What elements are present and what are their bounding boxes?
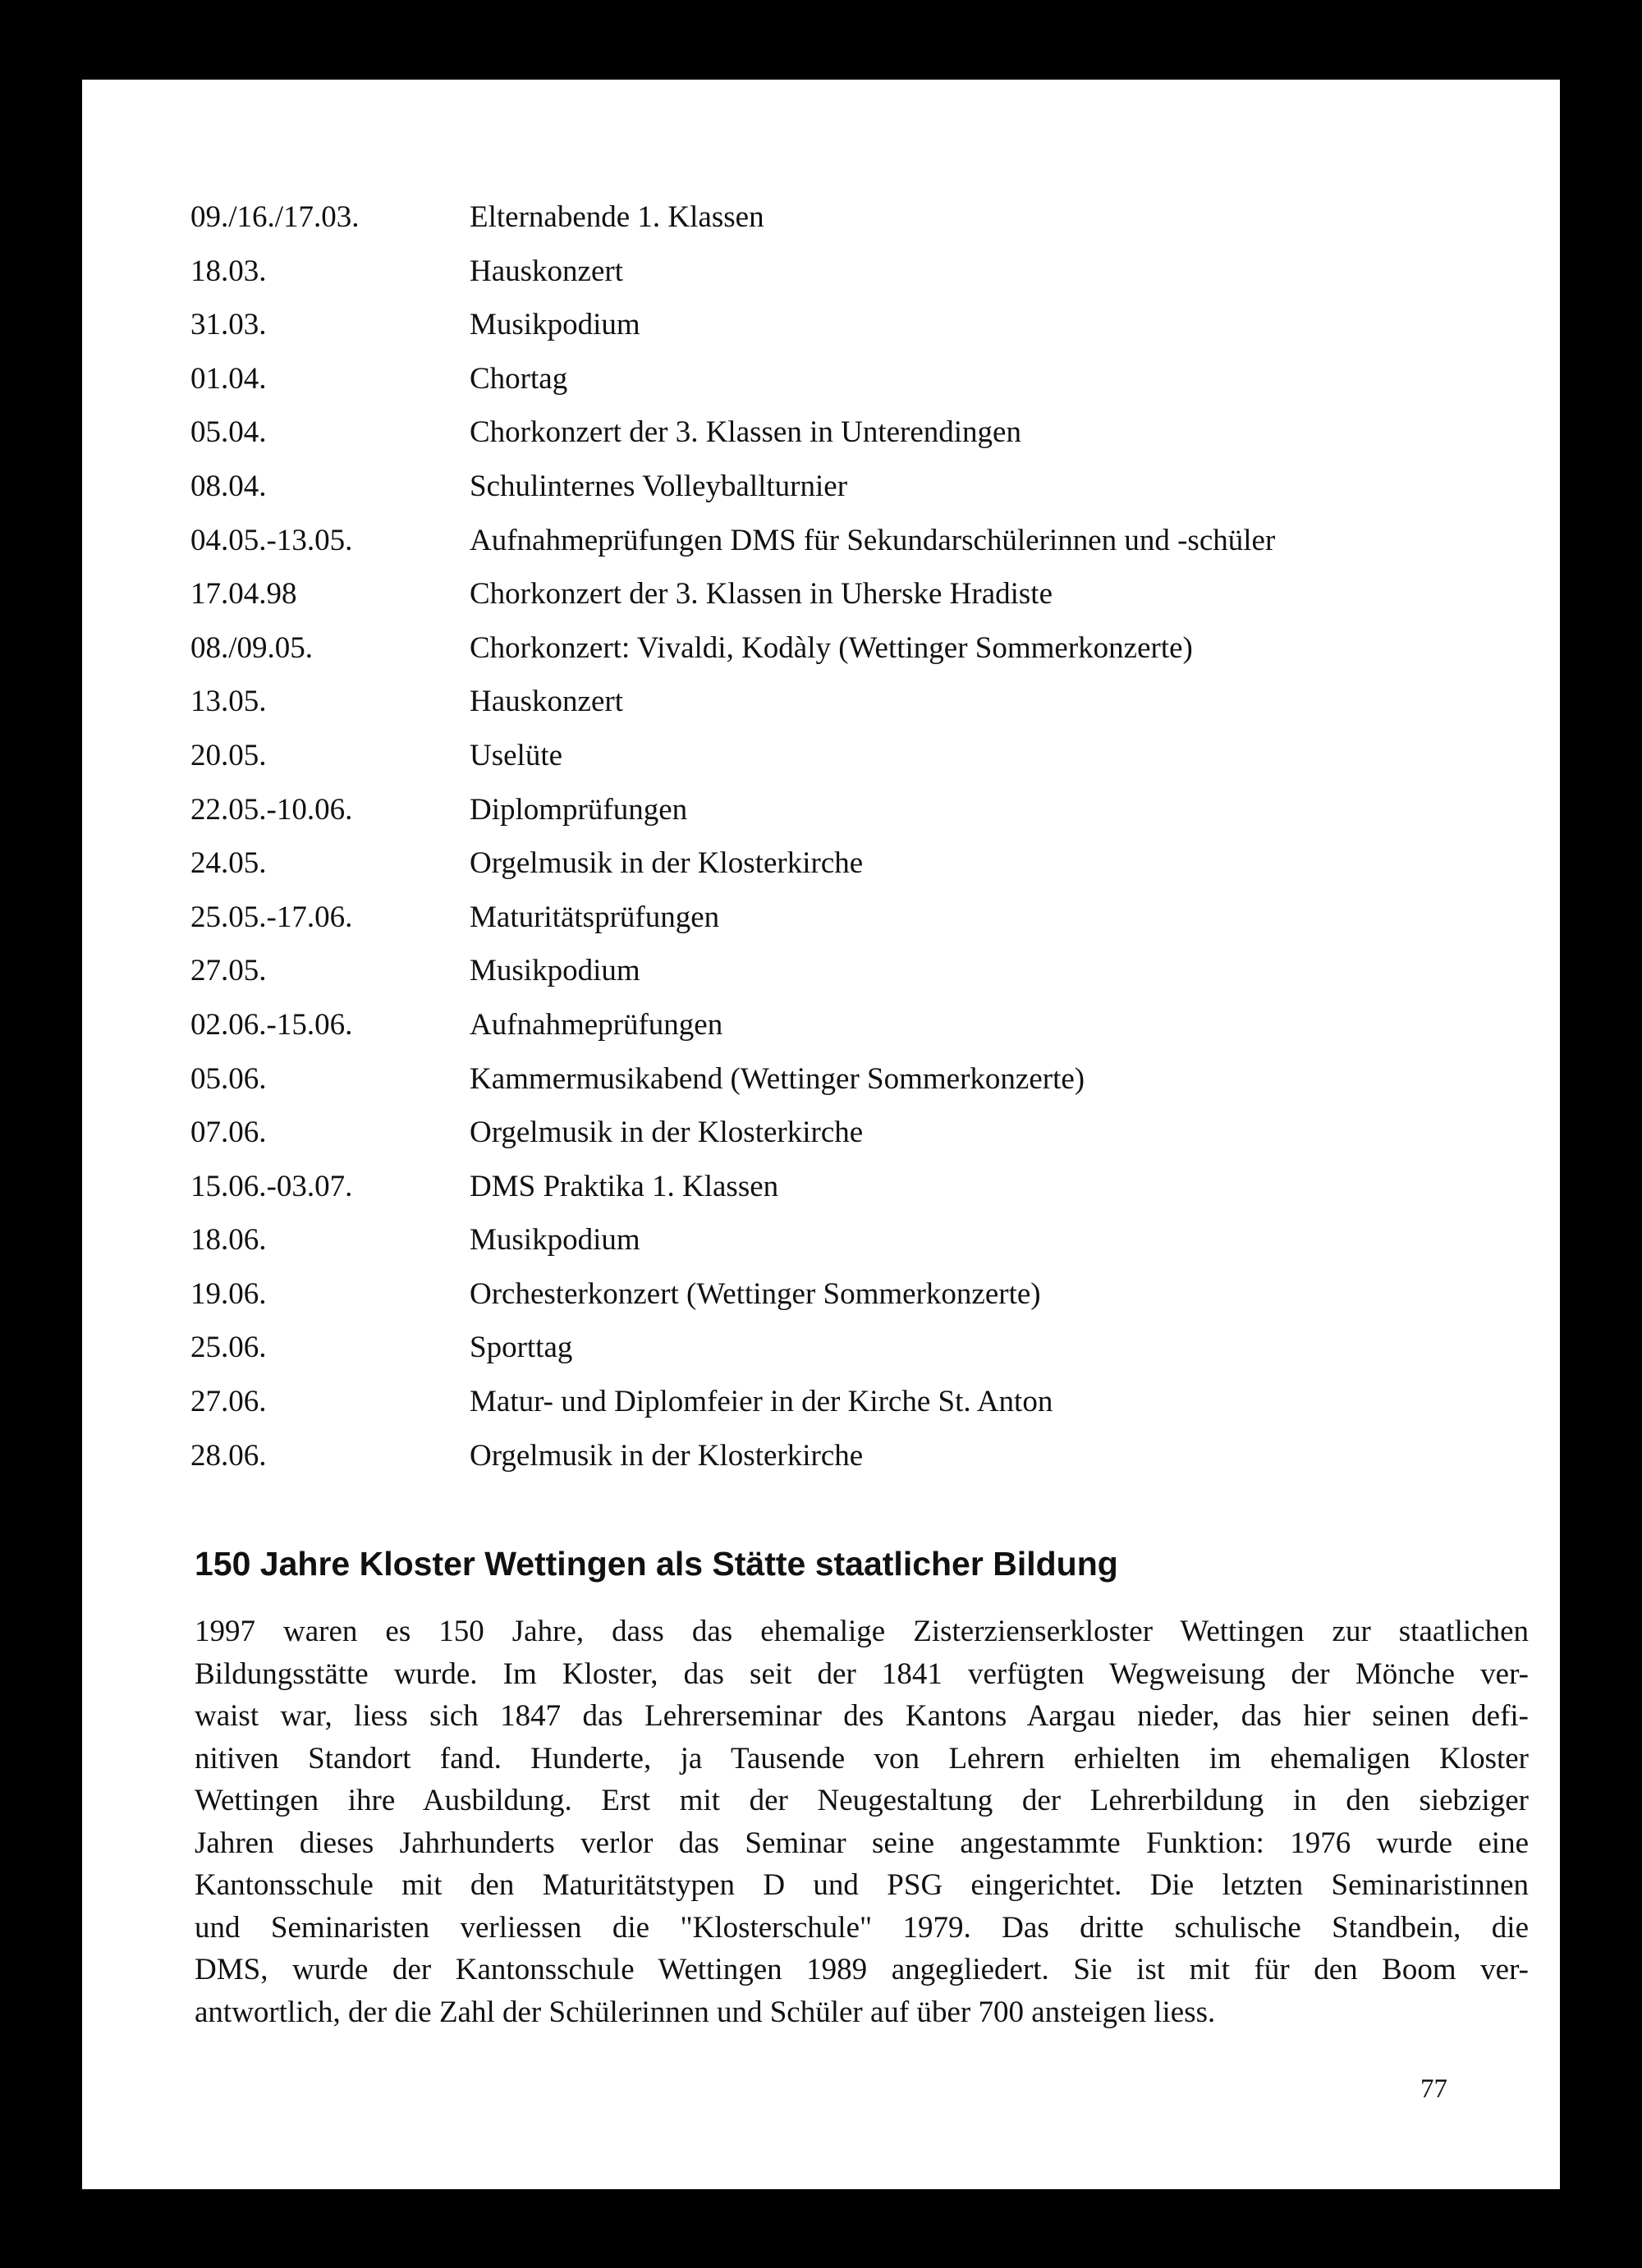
- schedule-row: [190, 405, 1471, 460]
- schedule-date: 25.05.-17.06.: [190, 900, 353, 934]
- schedule-row: [190, 190, 1471, 245]
- schedule-date: 05.06.: [190, 1061, 267, 1096]
- schedule-event: Diplomprüfungen: [470, 792, 688, 827]
- section-body: [195, 1611, 1529, 2033]
- schedule-date: 19.06.: [190, 1276, 267, 1311]
- schedule-date: 07.06.: [190, 1116, 267, 1150]
- schedule-row: [190, 1052, 1471, 1107]
- schedule-date: 18.06.: [190, 1223, 267, 1258]
- schedule-event: Maturitätsprüfungen: [470, 900, 720, 934]
- event-schedule: [190, 190, 1471, 1482]
- schedule-row: [190, 245, 1471, 299]
- schedule-row: [190, 944, 1471, 998]
- schedule-date: 27.06.: [190, 1385, 267, 1419]
- schedule-row: [190, 1429, 1471, 1483]
- schedule-row: [190, 514, 1471, 568]
- schedule-date: 01.04.: [190, 361, 267, 396]
- schedule-event: Aufnahmeprüfungen: [470, 1007, 723, 1042]
- body-text-line: 1997 waren es 150 Jahre, dass das ehemalige Zisterzienserkloster Wettingen zur staatlichen: [195, 1615, 1529, 1648]
- body-text-line: antwortlich, der die Zahl der Schülerinnen und Schüler auf über 700 ansteigen liess.: [195, 1995, 1216, 2029]
- schedule-date: 27.05.: [190, 954, 267, 988]
- section-heading: 150 Jahre Kloster Wettingen als Stätte staatlicher Bildung: [195, 1545, 1118, 1583]
- schedule-event: Orchesterkonzert (Wettinger Sommerkonzerte): [470, 1276, 1041, 1311]
- schedule-row: [190, 729, 1471, 783]
- schedule-event: Orgelmusik in der Klosterkirche: [470, 1438, 864, 1473]
- schedule-date: 17.04.98: [190, 577, 297, 612]
- document-page: [82, 80, 1560, 2189]
- schedule-event: Chorkonzert der 3. Klassen in Uherske Hradiste: [470, 577, 1053, 612]
- body-text-line: nitiven Standort fand. Hunderte, ja Tausende von Lehrern erhielten im ehemaligen Kloster: [195, 1741, 1529, 1775]
- schedule-date: 18.03.: [190, 254, 267, 288]
- schedule-date: 04.05.-13.05.: [190, 523, 353, 557]
- schedule-event: Matur- und Diplomfeier in der Kirche St. Anton: [470, 1385, 1053, 1419]
- schedule-row: [190, 567, 1471, 621]
- schedule-date: 13.05.: [190, 685, 267, 719]
- schedule-row: [190, 460, 1471, 514]
- schedule-date: 08./09.05.: [190, 630, 314, 665]
- schedule-event: Kammermusikabend (Wettinger Sommerkonzerte): [470, 1061, 1085, 1096]
- schedule-event: Hauskonzert: [470, 254, 623, 288]
- schedule-date: 20.05.: [190, 738, 267, 772]
- body-text-line: Wettingen ihre Ausbildung. Erst mit der Neugestaltung der Lehrerbildung in den siebziger: [195, 1784, 1529, 1817]
- schedule-row: [190, 675, 1471, 729]
- body-text-line: Jahren dieses Jahrhunderts verlor das Seminar seine angestammte Funktion: 1976 wurde eine: [195, 1826, 1529, 1860]
- schedule-event: Chorkonzert der 3. Klassen in Unterendingen: [470, 415, 1021, 450]
- schedule-date: 15.06.-03.07.: [190, 1169, 353, 1203]
- schedule-event: Musikpodium: [470, 308, 640, 342]
- schedule-date: 24.05.: [190, 846, 267, 881]
- schedule-row: [190, 1106, 1471, 1160]
- schedule-row: [190, 998, 1471, 1052]
- body-text-line: Bildungsstätte wurde. Im Kloster, das seit der 1841 verfügten Wegweisung der Mönche ver-: [195, 1656, 1529, 1691]
- schedule-event: Chortag: [470, 361, 568, 396]
- page-number: 77: [1420, 2074, 1447, 2104]
- schedule-event: Orgelmusik in der Klosterkirche: [470, 1116, 864, 1150]
- schedule-event: Sporttag: [470, 1331, 573, 1365]
- schedule-date: 31.03.: [190, 308, 267, 342]
- schedule-date: 22.05.-10.06.: [190, 792, 353, 827]
- schedule-date: 02.06.-15.06.: [190, 1007, 353, 1042]
- schedule-row: [190, 836, 1471, 891]
- schedule-row: [190, 621, 1471, 676]
- schedule-row: [190, 1213, 1471, 1267]
- schedule-event: Aufnahmeprüfungen DMS für Sekundarschülerinnen und -schüler: [470, 523, 1276, 557]
- schedule-row: [190, 783, 1471, 837]
- schedule-row: [190, 298, 1471, 352]
- body-text-line: DMS, wurde der Kantonsschule Wettingen 1989 angegliedert. Sie ist mit für den Boom ver-: [195, 1953, 1529, 1986]
- schedule-row: [190, 352, 1471, 406]
- schedule-row: [190, 1321, 1471, 1375]
- schedule-row: [190, 891, 1471, 945]
- schedule-row: [190, 1375, 1471, 1429]
- schedule-event: Elternabende 1. Klassen: [470, 200, 764, 234]
- schedule-event: Uselüte: [470, 738, 563, 772]
- schedule-event: DMS Praktika 1. Klassen: [470, 1169, 779, 1203]
- schedule-date: 05.04.: [190, 415, 267, 450]
- schedule-date: 09./16./17.03.: [190, 200, 360, 234]
- body-text-line: Kantonsschule mit den Maturitätstypen D und PSG eingerichtet. Die letzten Seminaristinnen: [195, 1868, 1529, 1902]
- schedule-event: Musikpodium: [470, 954, 640, 988]
- schedule-event: Orgelmusik in der Klosterkirche: [470, 846, 864, 881]
- schedule-row: [190, 1160, 1471, 1214]
- body-text-line: waist war, liess sich 1847 das Lehrerseminar des Kantons Aargau nieder, das hier seinen defi-: [195, 1699, 1529, 1733]
- schedule-date: 25.06.: [190, 1331, 267, 1365]
- schedule-row: [190, 1267, 1471, 1322]
- schedule-date: 28.06.: [190, 1438, 267, 1473]
- schedule-event: Chorkonzert: Vivaldi, Kodàly (Wettinger Sommerkonzerte): [470, 630, 1193, 665]
- schedule-event: Schulinternes Volleyballturnier: [470, 469, 848, 503]
- schedule-event: Musikpodium: [470, 1223, 640, 1258]
- schedule-event: Hauskonzert: [470, 685, 623, 719]
- schedule-date: 08.04.: [190, 469, 267, 503]
- body-text-line: und Seminaristen verliessen die "Klosterschule" 1979. Das dritte schulische Standbein, die: [195, 1910, 1529, 1945]
